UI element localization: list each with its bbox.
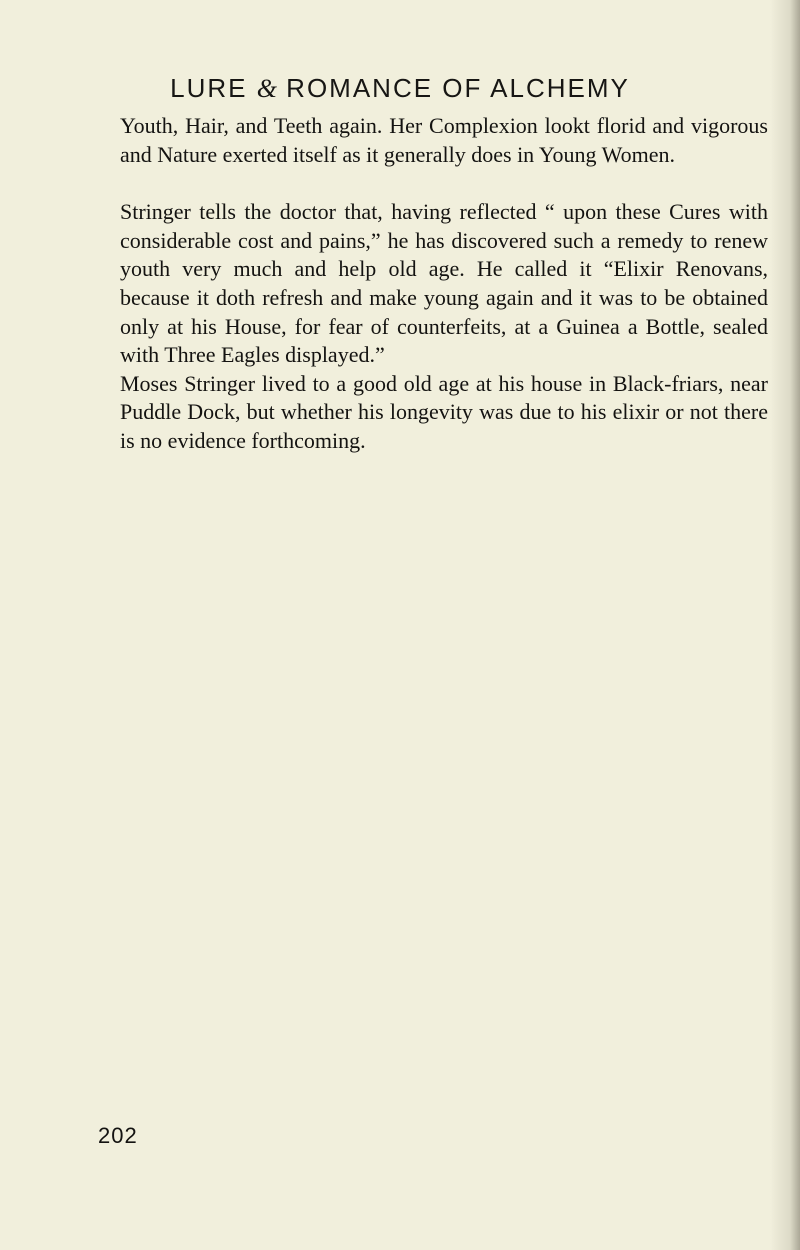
paragraph-1: Youth, Hair, and Teeth again. Her Complexion lookt florid and vigorous and Nature exerted itself as it generally does in Young Women.	[120, 113, 768, 167]
paragraph-2: Stringer tells the doctor that, having reflected “ upon these Cures with considerable cost and pains,” he has discovered such a remedy to renew youth very much and help old age. He called it “Elixir Renovans, because it doth refresh and make young again and it was to be obtained only at his House, for fear of counterfeits, at a Guinea a Bottle, sealed with Three Eagles displayed.”	[120, 199, 768, 368]
running-head-right: ROMANCE OF ALCHEMY	[286, 73, 630, 103]
running-head	[0, 68, 800, 109]
running-head-left: LURE	[170, 73, 248, 103]
body-text	[120, 112, 768, 456]
paragraph-gap	[120, 169, 768, 198]
running-head-ampersand: &	[256, 74, 277, 103]
page-number: 202	[98, 1123, 138, 1148]
paragraph-3: Moses Stringer lived to a good old age at his house in Black-friars, near Puddle Dock, but whether his longevity was due to his elixir or not there is no evidence forthcoming.	[120, 370, 768, 453]
